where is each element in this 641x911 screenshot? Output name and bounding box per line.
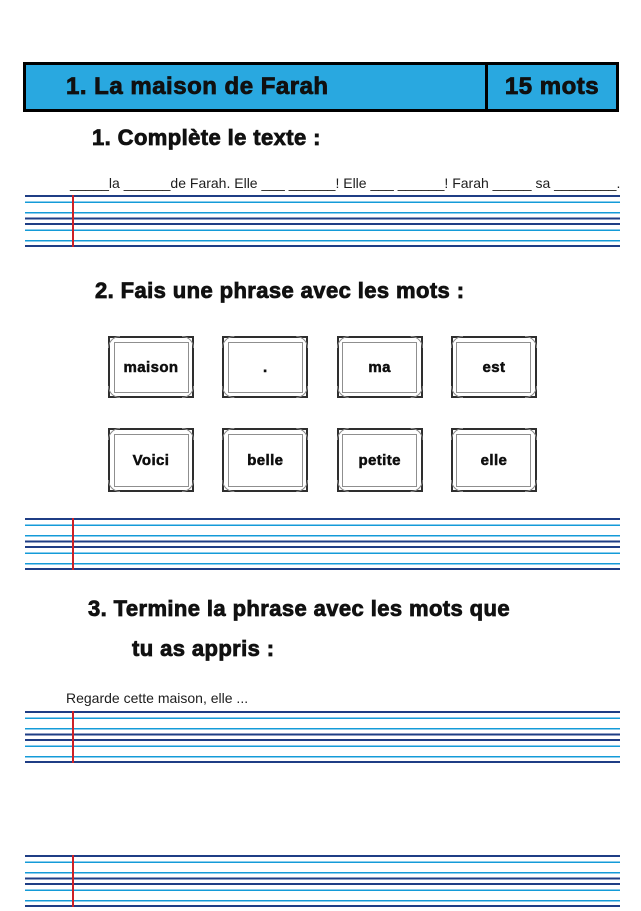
card-corner-ornament [222,428,246,452]
card-corner-ornament [108,468,132,492]
card-corner-ornament [513,428,537,452]
card-corner-ornament [451,468,475,492]
margin-line [72,518,74,570]
card-corner-ornament [284,336,308,360]
word-card [222,428,308,492]
card-corner-ornament [337,428,361,452]
card-corner-ornament [513,336,537,360]
card-corner-ornament [108,336,132,360]
word-card-label: est [482,358,506,376]
card-corner-ornament [170,468,194,492]
card-corner-ornament [222,336,246,360]
card-corner-ornament [399,374,423,398]
exercise1-fill-in-text: _____la ______de Farah. Elle ___ ______! Elle ___ ______! Farah _____ sa ________. [70,175,621,191]
margin-line [72,855,74,907]
card-corner-ornament [451,374,475,398]
word-count-badge: 15 mots [504,73,600,100]
word-card-label: maison [123,358,179,376]
word-card-label: belle [247,451,284,469]
word-card-label: petite [358,451,401,469]
word-card [337,428,423,492]
writing-lines-block [25,855,620,907]
word-card [108,428,194,492]
exercise3-heading-line2: tu as appris : [132,636,275,661]
card-corner-ornament [337,336,361,360]
card-corner-ornament [513,374,537,398]
exercise1-heading: 1. Complète le texte : [92,125,321,150]
word-card-label: ma [368,358,391,376]
lesson-title: 1. La maison de Farah [66,73,329,100]
margin-line [72,711,74,763]
writing-lines-block [25,518,620,570]
card-corner-ornament [222,468,246,492]
lesson-header [23,62,619,112]
card-corner-ornament [399,336,423,360]
card-corner-ornament [451,336,475,360]
exercise3-starter-text: Regarde cette maison, elle ... [66,690,249,706]
writing-lines-block [25,195,620,247]
word-card [451,336,537,398]
card-corner-ornament [170,428,194,452]
card-corner-ornament [170,374,194,398]
word-card-row [108,428,537,492]
margin-line [72,195,74,247]
card-corner-ornament [451,428,475,452]
word-card-label: Voici [132,451,170,469]
card-corner-ornament [399,428,423,452]
card-corner-ornament [222,374,246,398]
writing-lines-block [25,711,620,763]
exercise3-heading-line1: 3. Termine la phrase avec les mots que [88,596,510,621]
card-corner-ornament [108,428,132,452]
card-corner-ornament [284,428,308,452]
word-card [337,336,423,398]
card-corner-ornament [513,468,537,492]
exercise2-heading: 2. Fais une phrase avec les mots : [95,278,465,303]
card-corner-ornament [399,468,423,492]
word-card [222,336,308,398]
word-card [108,336,194,398]
card-corner-ornament [284,468,308,492]
word-card-label: . [263,358,268,376]
card-corner-ornament [284,374,308,398]
word-card [451,428,537,492]
word-card-row [108,336,537,398]
card-corner-ornament [337,468,361,492]
word-card-label: elle [480,451,508,469]
card-corner-ornament [170,336,194,360]
card-corner-ornament [337,374,361,398]
card-corner-ornament [108,374,132,398]
